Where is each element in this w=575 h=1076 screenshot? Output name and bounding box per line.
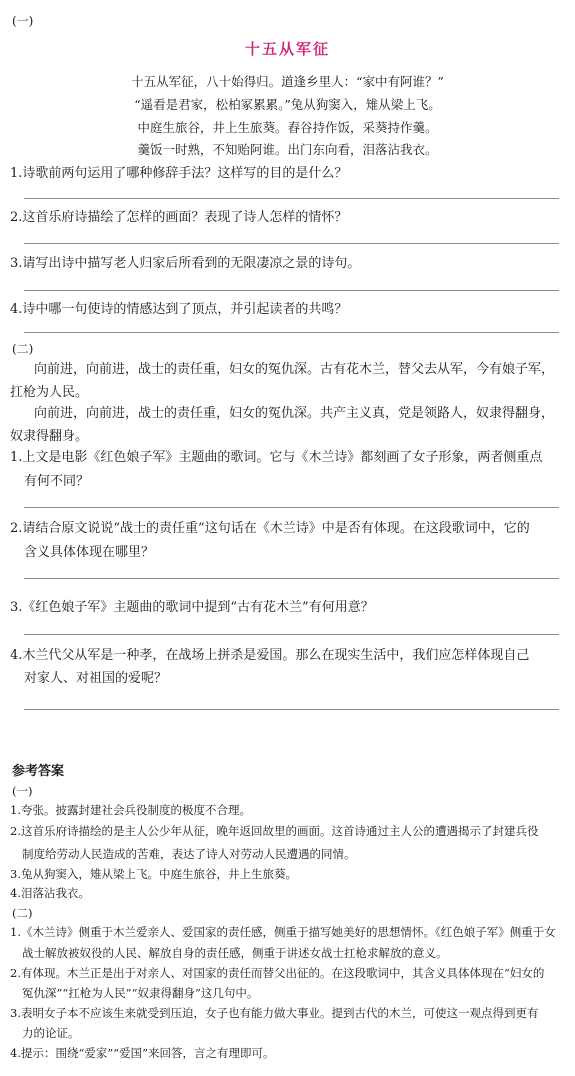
answer-line-text: 3.表明女子本不应该生来就受到压迫，女子也有能力做大事业。提到古代的木兰，可使这一观点得到更有 xyxy=(10,1006,539,1020)
answer-line xyxy=(24,507,559,508)
answer-line-text: 1.《木兰诗》侧重于木兰爱亲人、爱国家的责任感，侧重于描写她美好的思想情怀。《红色娘子军》侧重于女 xyxy=(10,925,556,939)
answer-line xyxy=(24,709,559,710)
answer-line xyxy=(24,243,559,244)
lyrics-line: 扛枪为人民。 xyxy=(10,385,89,400)
poem-title: 十五从军征 xyxy=(244,40,330,58)
poem-line: 羹饭一时熟，不知贻阿谁。出门东向看，泪落沾我衣。 xyxy=(137,142,438,157)
section-label-part1: (一) xyxy=(12,14,34,28)
question-3: 3.请写出诗中描写老人归家后所看到的无限凄凉之景的诗句。 xyxy=(10,256,361,271)
answer-line-text: 3.兔从狗窦入，雉从梁上飞。中庭生旅谷，井上生旅葵。 xyxy=(10,867,297,881)
question-2-4: 4.木兰代父从军是一种孝，在战场上拼杀是爱国。那么在现实生活中，我们应怎样体现自己 xyxy=(10,648,530,663)
question-2-1: 1.上文是电影《红色娘子军》主题曲的歌词。它与《木兰诗》都刻画了女子形象，两者侧重点 xyxy=(10,450,543,465)
question-4: 4.诗中哪一句使诗的情感达到了顶点，并引起读者的共鸣？ xyxy=(10,302,348,317)
question-1: 1.诗歌前两句运用了哪种修辞手法？这样写的目的是什么？ xyxy=(10,166,348,181)
question-2-2-cont: 含义具体体现在哪里？ xyxy=(24,545,155,560)
answer-line xyxy=(24,634,559,635)
answer-line xyxy=(24,578,559,579)
answer-line-text: 2.有体现。木兰正是出于对亲人、对国家的责任而替父出征的。在这段歌词中，其含义具体体现在“妇女的 xyxy=(10,966,545,980)
answer-line-text: 制度给劳动人民造成的苦难，表达了诗人对劳动人民遭遇的同情。 xyxy=(22,847,356,861)
question-2-1-cont: 有何不同？ xyxy=(24,474,90,489)
lyrics-line: 向前进，向前进，战士的责任重，妇女的冤仇深。古有花木兰，替父去从军，今有娘子军， xyxy=(34,362,555,377)
poem-line: 十五从军征，八十始得归。道逢乡里人：“家中有阿谁？” xyxy=(131,74,444,89)
answer-line-text: 4.泪落沾我衣。 xyxy=(10,886,90,900)
question-2-2: 2.请结合原文说说“战士的责任重”这句话在《木兰诗》中是否有体现。在这段歌词中，它的 xyxy=(10,521,530,536)
answers-part2-label: (二) xyxy=(12,906,33,920)
answers-part1-label: (一) xyxy=(12,784,33,798)
answer-line-text: 战士解放被奴役的人民、解放自身的责任感，侧重于讲述女战士扛枪求解放的意义。 xyxy=(22,946,448,960)
answer-line-text: 1.夸张。披露封建社会兵役制度的极度不合理。 xyxy=(10,803,251,817)
answers-heading: 参考答案 xyxy=(12,764,65,779)
lyrics-line: 奴隶得翻身。 xyxy=(10,429,89,444)
poem-line: 中庭生旅谷，井上生旅葵。舂谷持作饭，采葵持作羹。 xyxy=(137,120,438,135)
section-label-part2: (二) xyxy=(12,342,34,356)
answer-line-text: 冤仇深”“扛枪为人民”“奴隶得翻身”这几句中。 xyxy=(22,986,259,1000)
question-2: 2.这首乐府诗描绘了怎样的画面？表现了诗人怎样的情怀？ xyxy=(10,210,348,225)
answer-line xyxy=(24,290,559,291)
answer-line-text: 2.这首乐府诗描绘的是主人公少年从征，晚年返回故里的画面。这首诗通过主人公的遭遇揭示了封建兵役 xyxy=(10,824,539,838)
lyrics-line: 向前进，向前进，战士的责任重，妇女的冤仇深。共产主义真，党是领路人，奴隶得翻身， xyxy=(34,406,555,421)
answer-line xyxy=(24,198,559,199)
answer-line-text: 4.提示：围绕“爱家”“爱国”来回答，言之有理即可。 xyxy=(10,1046,275,1060)
poem-line: “遥看是君家，松柏冢累累。”兔从狗窦入，雉从梁上飞。 xyxy=(134,97,441,112)
answer-line-text: 力的论证。 xyxy=(22,1026,80,1040)
question-2-3: 3.《红色娘子军》主题曲的歌词中提到“古有花木兰”有何用意？ xyxy=(10,600,374,615)
question-2-4-cont: 对家人、对祖国的爱呢？ xyxy=(24,671,168,686)
answer-line xyxy=(24,332,559,333)
